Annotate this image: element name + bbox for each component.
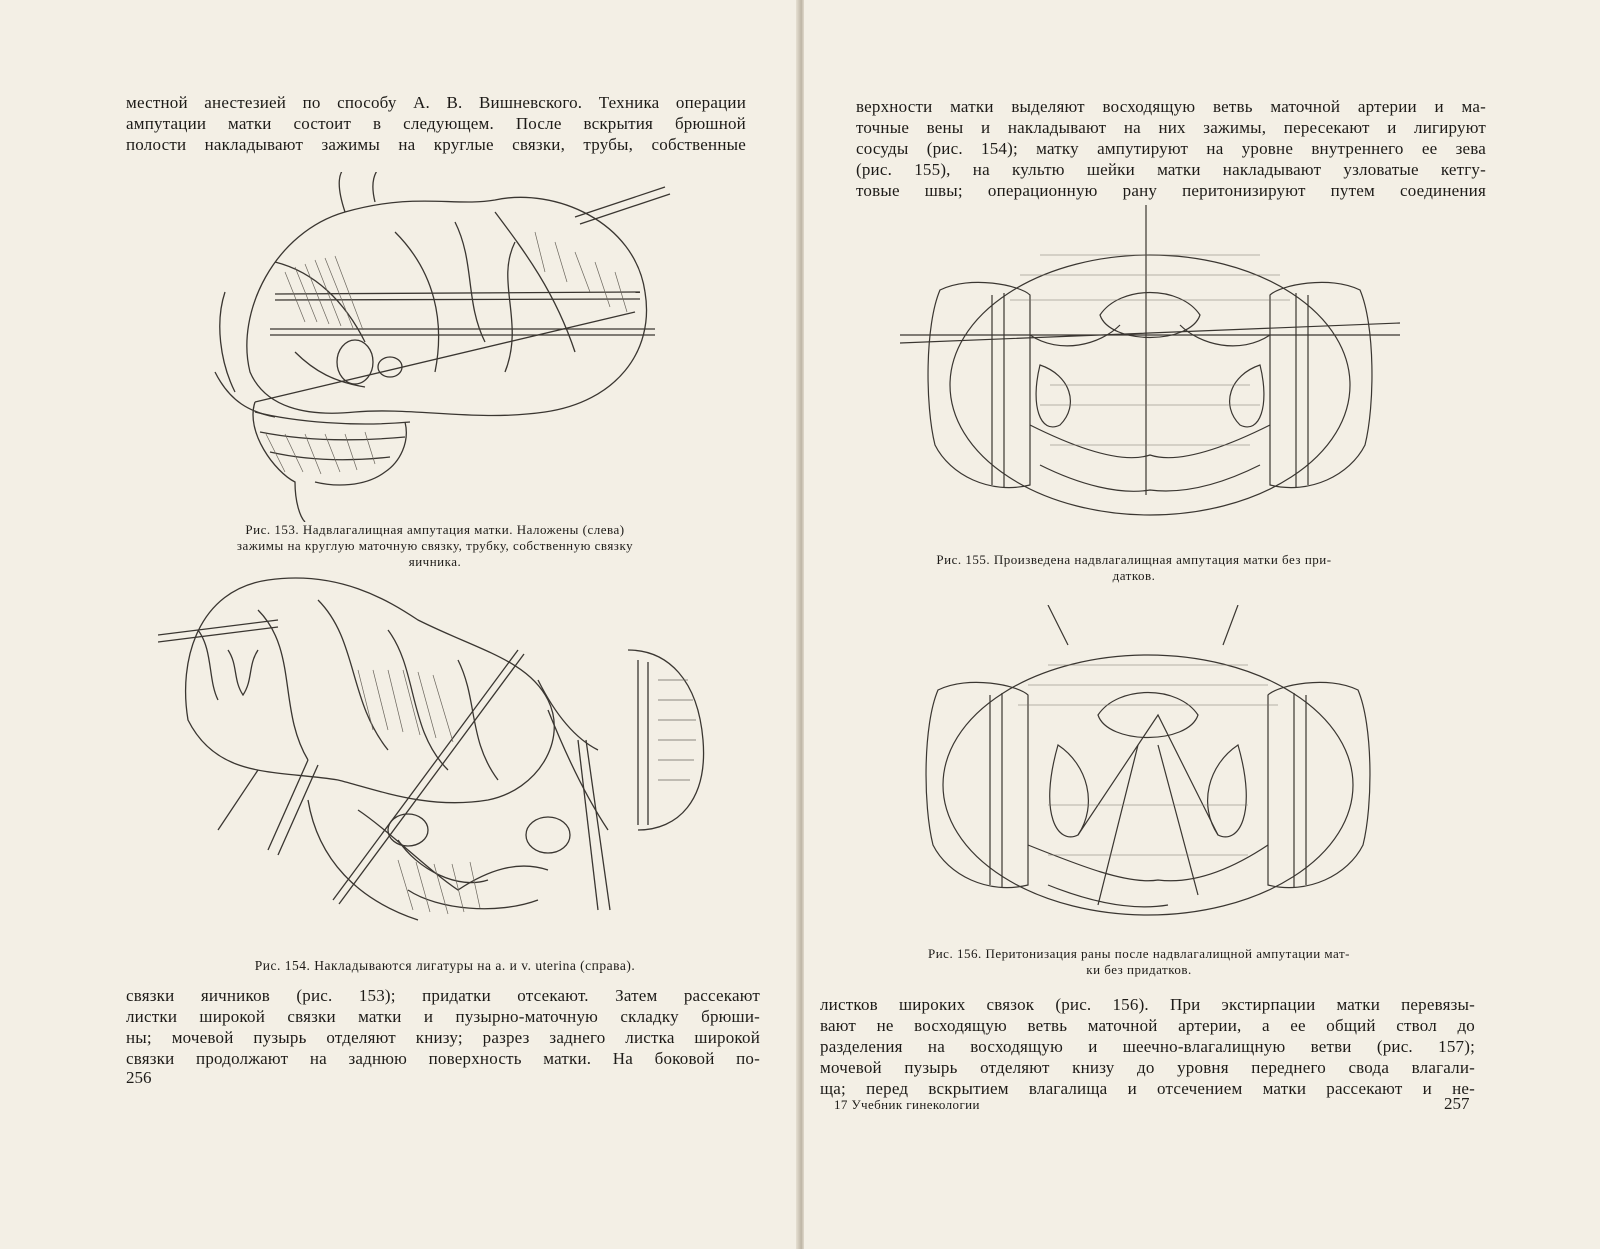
figure-155-caption: [884, 552, 1384, 584]
caption-line: яичника.: [408, 554, 462, 569]
left-top-text: [126, 92, 746, 155]
text-line: связки продолжают на заднюю поверхность матки. На боковой по-: [126, 1049, 760, 1068]
caption-line: Рис. 153. Надвлагалищная ампутация матки. Наложены (слева): [245, 522, 625, 537]
text-line: верхности матки выделяют восходящую ветвь маточной артерии и ма-: [856, 97, 1486, 116]
text-line: связки яичников (рис. 153); придатки отсекают. Затем рассекают: [126, 986, 760, 1005]
caption-line: Рис. 155. Произведена надвлагалищная ампутация матки без при-: [936, 552, 1332, 567]
text-line: ампутации матки состоит в следующем. После вскрытия брюшной: [126, 114, 746, 133]
page-number-right: 257: [1444, 1094, 1470, 1113]
text-line: ща; перед вскрытием влагалища и отсечением матки рассекают и не-: [820, 1079, 1475, 1098]
text-line: разделения на восходящую и шеечно-влагалищную ветви (рис. 157);: [820, 1037, 1475, 1056]
text-line: листков широких связок (рис. 156). При экстирпации матки перевязы-: [820, 995, 1475, 1014]
caption-line: ки без придатков.: [1086, 962, 1192, 977]
text-line: мочевой пузырь отделяют книзу до уровня переднего свода влагали-: [820, 1058, 1475, 1077]
left-bottom-text: [126, 985, 760, 1069]
figure-153-caption: [190, 522, 680, 570]
right-bottom-text: [820, 994, 1475, 1099]
caption-line: Рис. 156. Перитонизация раны после надвлагалищной ампутации мат-: [928, 946, 1350, 961]
footer-book-title: 17 Учебник гинекологии: [834, 1097, 980, 1112]
right-top-text: [856, 96, 1486, 201]
figure-153-illustration: [195, 172, 675, 522]
figure-156-caption: [884, 946, 1394, 978]
right-page: [804, 0, 1600, 1249]
figure-156-illustration: [898, 605, 1398, 925]
figure-154-caption: Рис. 154. Накладываются лигатуры на a. и v. uterina (справа).: [254, 958, 636, 973]
figure-155-illustration: [900, 205, 1400, 525]
text-line: полости накладывают зажимы на круглые связки, трубы, собственные: [126, 135, 746, 154]
text-line: (рис. 155), на культю шейки матки накладывают узловатые кетгу-: [856, 160, 1486, 179]
text-line: товые швы; операционную рану перитонизируют путем соединения: [856, 181, 1486, 200]
text-line: ны; мочевой пузырь отделяют книзу; разрез заднего листка широкой: [126, 1028, 760, 1047]
caption-line: датков.: [1112, 568, 1156, 583]
caption-line: зажимы на круглую маточную связку, трубку, собственную связку: [236, 538, 634, 553]
text-line: листки широкой связки матки и пузырно-маточную складку брюши-: [126, 1007, 760, 1026]
text-line: вают не восходящую ветвь маточной артерии, а ее общий ствол до: [820, 1016, 1475, 1035]
page-number-left: 256: [126, 1068, 152, 1087]
text-line: местной анестезией по способу А. В. Вишневского. Техника операции: [126, 93, 746, 112]
text-line: точные вены и накладывают на них зажимы, пересекают и лигируют: [856, 118, 1486, 137]
figure-154-illustration: [158, 570, 718, 940]
text-line: сосуды (рис. 154); матку ампутируют на уровне внутреннего ее зева: [856, 139, 1486, 158]
